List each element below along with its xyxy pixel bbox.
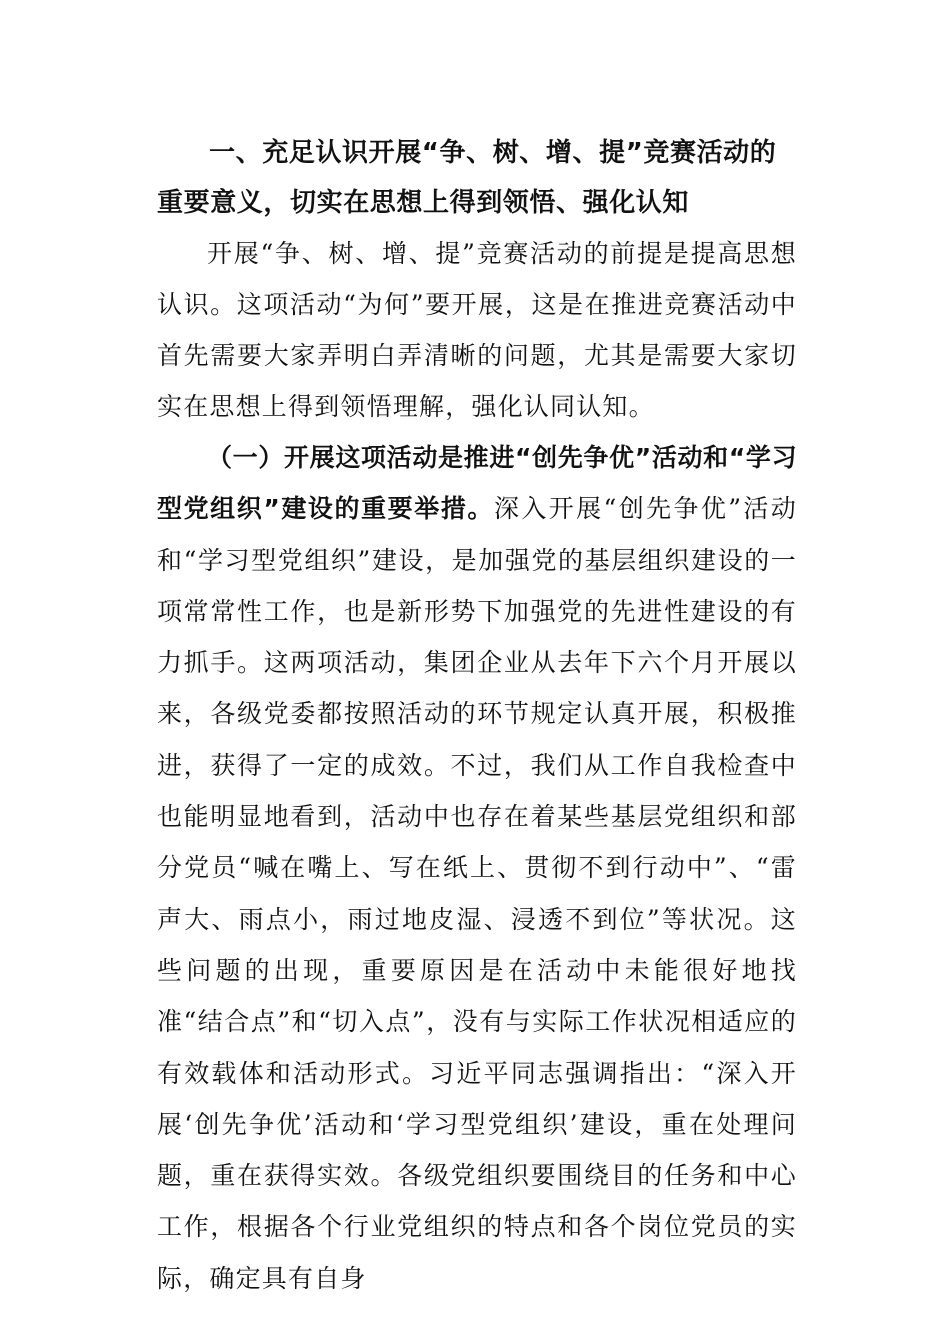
section-heading: 一、充足认识开展“争、树、增、提”竞赛活动的重要意义，切实在思想上得到领悟、强化认知 xyxy=(157,138,777,218)
subsection-lead: （一）开展这项活动是推进“创先争优”活动和“学习型党组织”建设的重要举措。 xyxy=(157,443,797,524)
subsection-paragraph xyxy=(157,432,797,1304)
intro-paragraph: 开展“争、树、增、提”竞赛活动的前提是提高思想认识。这项活动“为何”要开展，这是在推进竞赛活动中首先需要大家弄明白弄清晰的问题，尤其是需要大家切实在思想上得到领悟理解，强化认同认知。 xyxy=(157,239,797,421)
document-body xyxy=(157,128,797,1304)
subsection-body: 深入开展“创先争优”活动和“学习型党组织”建设，是加强党的基层组织建设的一项常常性工作，也是新形势下加强党的先进性建设的有力抓手。这两项活动，集团企业从去年下六个月开展以来，各级党委都按照活动的环节规定认真开展，积极推进，获得了一定的成效。不过，我们从工作自我检查中也能明显地看到，活动中也存在着某些基层党组织和部分党员“喊在嘴上、写在纸上、贯彻不到行动中”、“雷声大、雨点小，雨过地皮湿、浸透不到位”等状况。这些问题的出现，重要原因是在活动中未能很好地找准“结合点”和“切入点”，没有与实际工作状况相适应的有效载体和活动形式。习近平同志强调指出：“深入开展‘创先争优’活动和‘学习型党组织’建设，重在处理问题，重在获得实效。各级党组织要围绕目的任务和中心工作，根据各个行业党组织的特点和各个岗位党员的实际，确定具有自身 xyxy=(157,494,797,1293)
